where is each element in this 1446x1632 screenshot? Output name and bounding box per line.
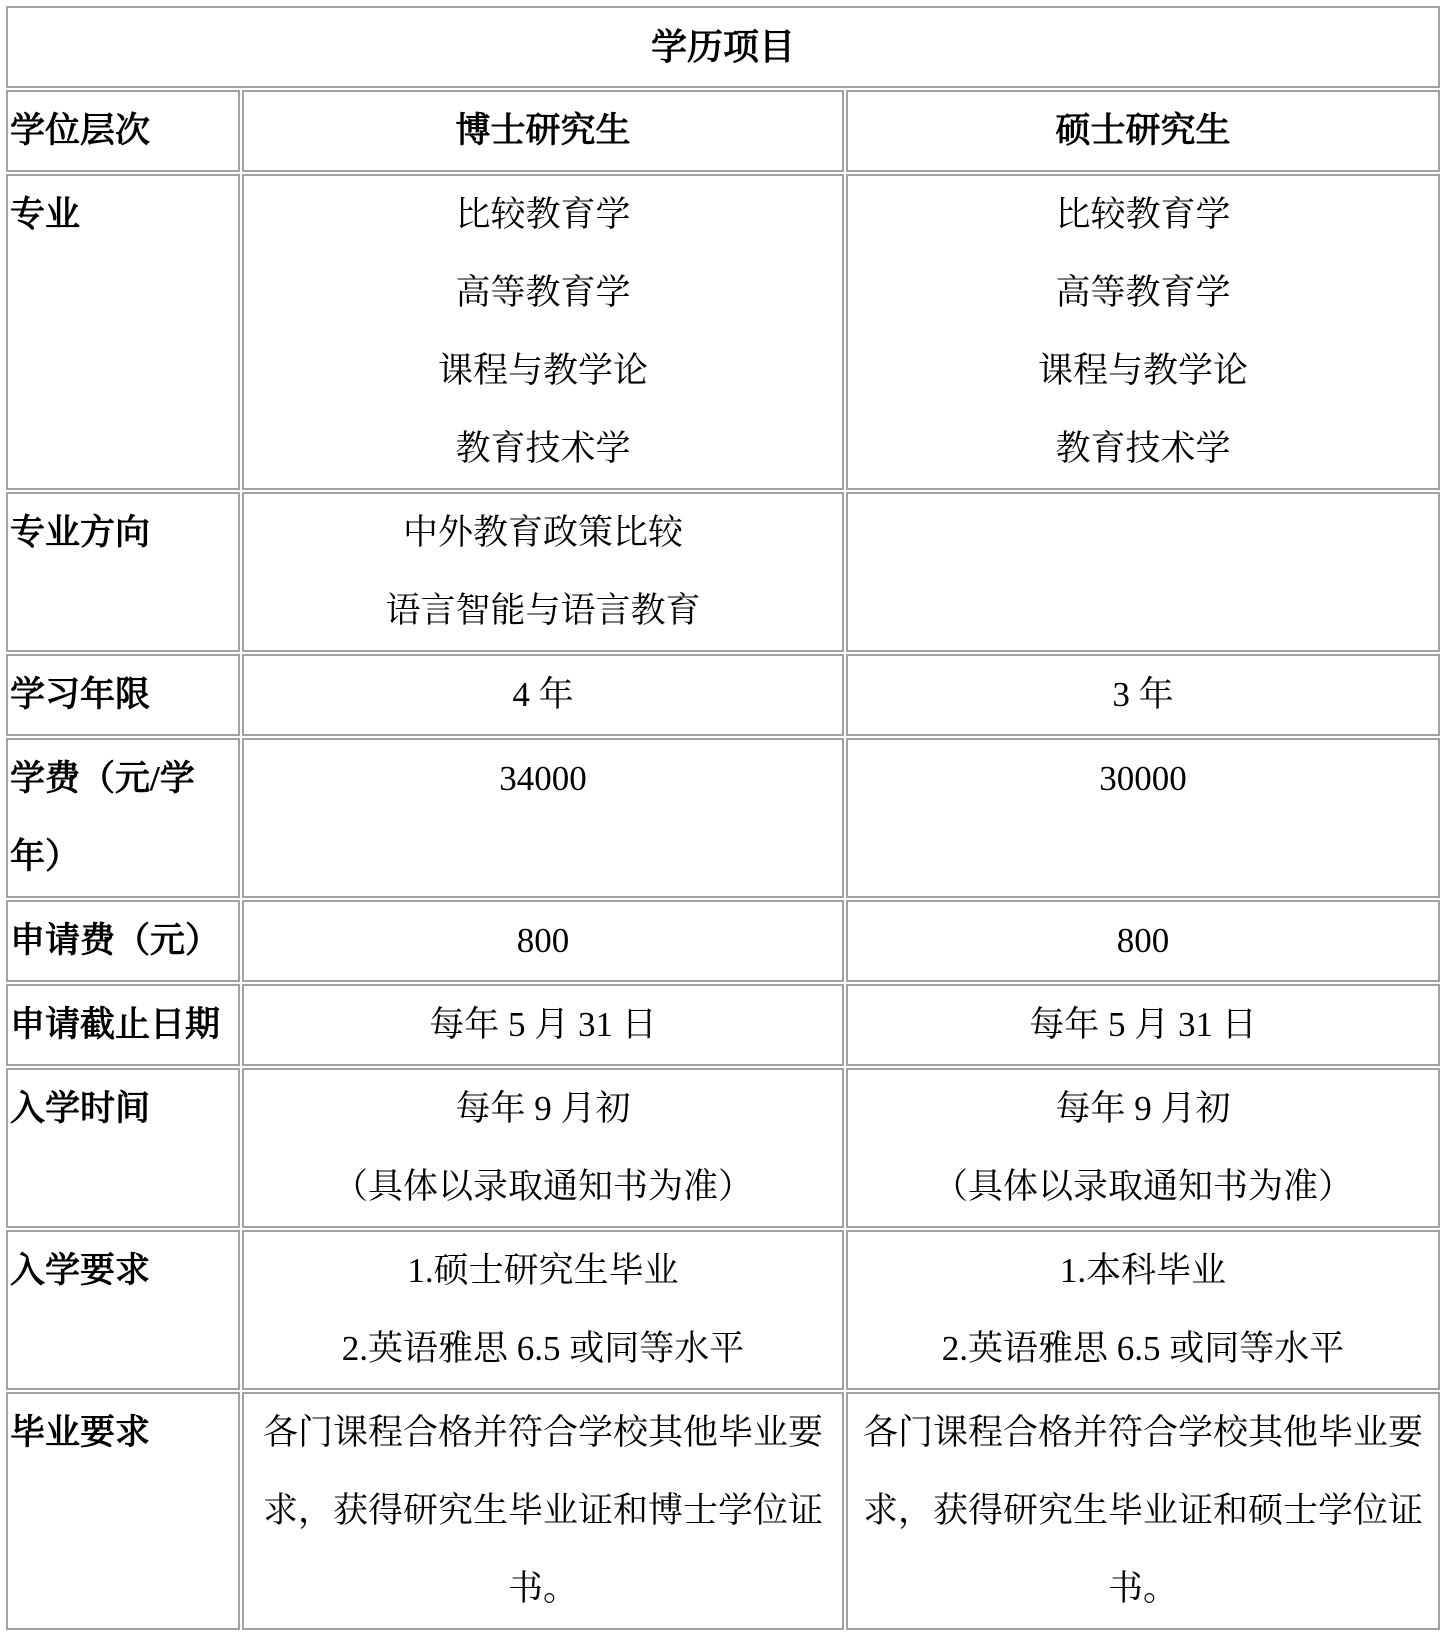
cell-line: 语言智能与语言教育 — [385, 591, 701, 630]
masters-cell-empty — [846, 492, 1440, 652]
masters-header-cell: 硕士研究生 — [846, 90, 1440, 172]
row-label: 专业 — [10, 195, 81, 234]
doctoral-cell — [242, 1068, 844, 1228]
cell-line: 课程与教学论 — [1038, 351, 1249, 390]
row-label-cell — [6, 654, 240, 736]
cell-line: 34000 — [499, 759, 587, 798]
cell-line: 各门课程合格并符合学校其他毕业要求，获得研究生毕业证和硕士学位证书。 — [863, 1413, 1424, 1608]
doctoral-cell — [242, 900, 844, 982]
row-label: 专业方向 — [10, 513, 151, 552]
cell-line: 30000 — [1099, 759, 1187, 798]
row-label-cell — [6, 738, 240, 898]
table-row-application-deadline — [6, 984, 1440, 1066]
row-label: 申请费（元） — [10, 921, 221, 960]
doctoral-cell — [242, 654, 844, 736]
table-row-graduation-requirements — [6, 1392, 1440, 1630]
cell-line: （具体以录取通知书为准） — [332, 1167, 753, 1206]
cell-line: 各门课程合格并符合学校其他毕业要求，获得研究生毕业证和博士学位证书。 — [262, 1413, 823, 1608]
table-row-enrollment-time — [6, 1068, 1440, 1228]
row-label-cell — [6, 174, 240, 490]
cell-line: 2.英语雅思 6.5 或同等水平 — [941, 1329, 1345, 1368]
masters-cell — [846, 900, 1440, 982]
masters-cell — [846, 1068, 1440, 1228]
cell-line: 中外教育政策比较 — [402, 513, 683, 552]
cell-line: （具体以录取通知书为准） — [933, 1167, 1354, 1206]
cell-line: 课程与教学论 — [437, 351, 648, 390]
cell-line: 800 — [516, 921, 570, 960]
row-label: 入学时间 — [10, 1089, 151, 1128]
row-label: 申请截止日期 — [10, 1005, 221, 1044]
cell-line: 800 — [1116, 921, 1170, 960]
table-row-study-duration — [6, 654, 1440, 736]
masters-cell — [846, 738, 1440, 898]
cell-line: 1.硕士研究生毕业 — [407, 1251, 679, 1290]
cell-line: 比较教育学 — [1055, 195, 1231, 234]
cell-line: 每年 9 月初 — [1055, 1089, 1231, 1128]
row-label: 入学要求 — [10, 1251, 151, 1290]
doctoral-cell — [242, 1230, 844, 1390]
row-label-cell — [6, 984, 240, 1066]
cell-line: 每年 5 月 31 日 — [429, 1005, 657, 1044]
doctoral-header-cell: 博士研究生 — [242, 90, 844, 172]
doctoral-cell — [242, 738, 844, 898]
cell-line: 每年 9 月初 — [455, 1089, 631, 1128]
table-row-application-fee — [6, 900, 1440, 982]
row-label-cell — [6, 1392, 240, 1630]
degree-level-label-cell: 学位层次 — [6, 90, 240, 172]
doctoral-cell — [242, 1392, 844, 1630]
masters-cell — [846, 654, 1440, 736]
cell-line: 1.本科毕业 — [1059, 1251, 1227, 1290]
masters-cell — [846, 984, 1440, 1066]
cell-line: 3 年 — [1112, 675, 1174, 714]
table-row-degree-level — [6, 90, 1440, 172]
table-row-admission-requirements — [6, 1230, 1440, 1390]
cell-line: 高等教育学 — [1055, 273, 1231, 312]
doctoral-cell — [242, 174, 844, 490]
masters-cell — [846, 174, 1440, 490]
cell-line: 4 年 — [512, 675, 574, 714]
cell-line: 教育技术学 — [1055, 429, 1231, 468]
cell-line: 2.英语雅思 6.5 或同等水平 — [341, 1329, 745, 1368]
row-label-cell — [6, 900, 240, 982]
row-label: 学费（元/学年） — [10, 759, 195, 876]
row-label-cell — [6, 492, 240, 652]
cell-line: 每年 5 月 31 日 — [1029, 1005, 1257, 1044]
row-label: 毕业要求 — [10, 1413, 151, 1452]
masters-cell — [846, 1392, 1440, 1630]
doctoral-cell — [242, 492, 844, 652]
academic-program-table — [4, 4, 1442, 1632]
table-row-title — [6, 6, 1440, 88]
table-title: 学历项目 — [6, 6, 1440, 88]
row-label-cell — [6, 1068, 240, 1228]
table-row-tuition — [6, 738, 1440, 898]
cell-line: 教育技术学 — [455, 429, 631, 468]
table-row-majors — [6, 174, 1440, 490]
doctoral-cell — [242, 984, 844, 1066]
row-label: 学习年限 — [10, 675, 151, 714]
row-label-cell — [6, 1230, 240, 1390]
table-row-major-directions — [6, 492, 1440, 652]
cell-line: 比较教育学 — [455, 195, 631, 234]
cell-line: 高等教育学 — [455, 273, 631, 312]
masters-cell — [846, 1230, 1440, 1390]
